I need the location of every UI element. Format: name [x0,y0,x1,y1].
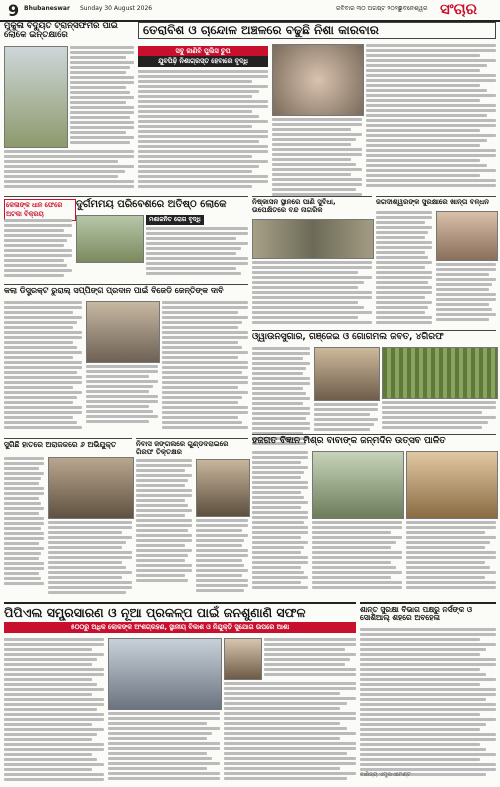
masthead [0,0,500,22]
ganja-plants-photo [382,347,498,399]
story-body-left [4,638,104,783]
story-body-mid [312,521,402,591]
story-body [70,46,134,146]
story-body [138,70,268,190]
story-ppl-hearing [4,602,356,785]
accused-photo [48,457,134,519]
story-body-right [196,519,248,594]
story-safety [360,602,496,785]
story-body [360,628,496,778]
headline: କଲା ଡିସ୍ଟ୍ରକ୍ଟ ରୁରାଲ୍ ସପ୍ପିଙ୍ଗ ପ୍ରଦାନ ପାଇଁ ବିଜେଡି ଜେନ୍ତିଙ୍କ ଦାବି [4,286,224,295]
footer-tag: ବାଣିଜ୍ୟ ଏମ୍ପ୍ଲଏମେଣ୍ଟ [360,772,411,778]
ceremony-photo-2 [406,451,498,519]
story-body-left [4,457,44,587]
story-body-mid [272,118,362,198]
headline: ଜଗଦୀଶ୍ୱରଙ୍କ ସୁରକ୍ଷାରେ ଖାନ୍ତା ବନ୍ଧନ [376,198,489,206]
story-body-left [136,459,192,584]
seized-items-photo [314,347,380,401]
story-body-right [406,521,496,591]
story-drugs [138,22,496,192]
subheadline: ୫୦୦ରୁ ଅଧିକ ଲୋକଙ୍କ ଅଂଶଗ୍ରହଣ, ସ୍ଥାନୀୟ ବିକାଶ ଓ ନିଯୁକ୍ତି ସୁଯୋଗ ଉପରେ ଆଶା [4,622,356,633]
story-environment [4,196,248,282]
story-body-left [376,211,432,326]
story-body-left [252,451,308,591]
kicker-box: କେଳାଙ୍କ ଧାନ ଫେରେ ଅଟକା ବିକ୍ରୟ [4,199,76,221]
headline: ସୁଗିଛି ହାତରେ ଅରାଜକରେ ୬ ଅଭିଯୁକ୍ତ [4,440,117,449]
subheadline: ଯୁବପିଢ଼ି ନିଶାଗ୍ରସ୍ତ ହେବାରେ ବୃଦ୍ଧି [138,56,268,67]
story-body-left [4,301,82,431]
story-seizure [252,330,496,431]
story-arrest [136,438,248,599]
story-body-left [4,219,72,279]
story-drainage [252,196,372,327]
story-body-right [162,301,248,431]
headline: ପିପିଏଲ ସମ୍ପ୍ରସାରଣ ଓ ନୂଆ ପ୍ରକଳ୍ପ ପାଇଁ ଜନଶୁଣାଣି ସଫଳ [4,605,306,620]
headline: ମୁକୁଳା ବିଦ୍ୟୁତ ଟ୍ରାନ୍ସଫର୍ମର ପାଇଁ ଲୋକେ ଇନ୍ତକ୍ଷାରେ [4,21,118,41]
story-body-mid [86,365,158,425]
story-accused [4,438,132,599]
story-body-left [252,347,310,447]
headline: ତେରାବିଶ ଓ ଚାନ୍ଦୋଳ ଅଞ୍ଚଳରେ ବଢୁଛି ନିଶା କାରବାର [138,22,496,39]
city-label: Bhubaneswar [24,5,70,12]
story-bjd-demand [4,284,248,435]
hearing-photo [108,638,222,710]
story-birthday [252,434,496,599]
headline: ନିଷ୍କାସନ ସ୍ଥାନରେ ପାଣି ସୁବିଧା, ଉପେକ୍ଷିତରେ ବନ୍ଦ ନାଗରିକ [252,198,336,214]
waterlogged-area-photo [76,215,144,263]
story-body-right [366,44,496,189]
story-body-right [382,401,496,431]
headline: ଶାନ୍ତ ସୁରକ୍ଷା ବିଭାଗ ପକ୍ଷରୁ ନର୍ସଙ୍କ ଓ ସୋଶିଆଲ୍ ଶହରେ ଅବହେଳା [360,605,473,623]
paper-logo: ସଂଚାର [440,0,477,18]
story-body-mid [108,712,220,782]
page-number: 9 [8,1,20,20]
transformer-photo [4,46,68,148]
story-body-bottom [4,150,134,190]
story-body-mid [314,403,378,433]
story-rakhi [376,196,496,327]
ceremony-photo-1 [312,451,404,519]
story-transformer [4,22,134,192]
story-body-right [146,227,248,277]
headline: ଓ୍ୱାଉନସୁଗାର, ଗଞ୍ଜେଇ ଓ ଗୋଗମଲ ଜବତ, ୪ଗିରଫ [252,332,444,342]
story-body-right [224,682,356,782]
odia-date: ରବିବାର ୩୦ ଅଗଷ୍ଟ ୨୦୨୬ [336,5,402,12]
meeting-photo [86,301,160,363]
arrest-photo [196,459,250,517]
story-body-right [48,521,132,596]
edition-label: ଭୁବନେଶ୍ୱର [398,5,428,12]
official-photo [224,638,262,680]
rakhi-photo [436,211,498,261]
subheadline: ମଶାଜନିତ ରୋଗ ବୃଦ୍ଧି [146,215,204,225]
drain-photo [252,219,374,259]
headline: ଦୁର୍ଗମମୟ ପରିବେଶରେ ଅତିଷ୍ଠ ଲୋକେ [76,199,227,210]
story-body [252,261,372,326]
kicker-box: ସବୁ ଜାଣିବି ପୁଲିସ ଚୁପ [138,46,268,57]
story-body-right [436,263,496,323]
story-body-right-top [264,638,356,678]
headline: ହଜଗତ ବିଜ୍ଞାନ ମିଶ୍ର ବାବାଙ୍କ ଜନ୍ମଦିନ ଉତ୍ସବ ପାଳିତ [252,436,446,446]
date-label: Sunday 30 August 2026 [80,5,153,12]
hand-drugs-photo [272,44,364,116]
headline: ନିବାସ ଜଙ୍ଗଲରେ ଗୁଣ୍ଡଦରାଇରେ ଗିରଫ ତିକ୍ତକ୍ଷର [136,440,229,456]
